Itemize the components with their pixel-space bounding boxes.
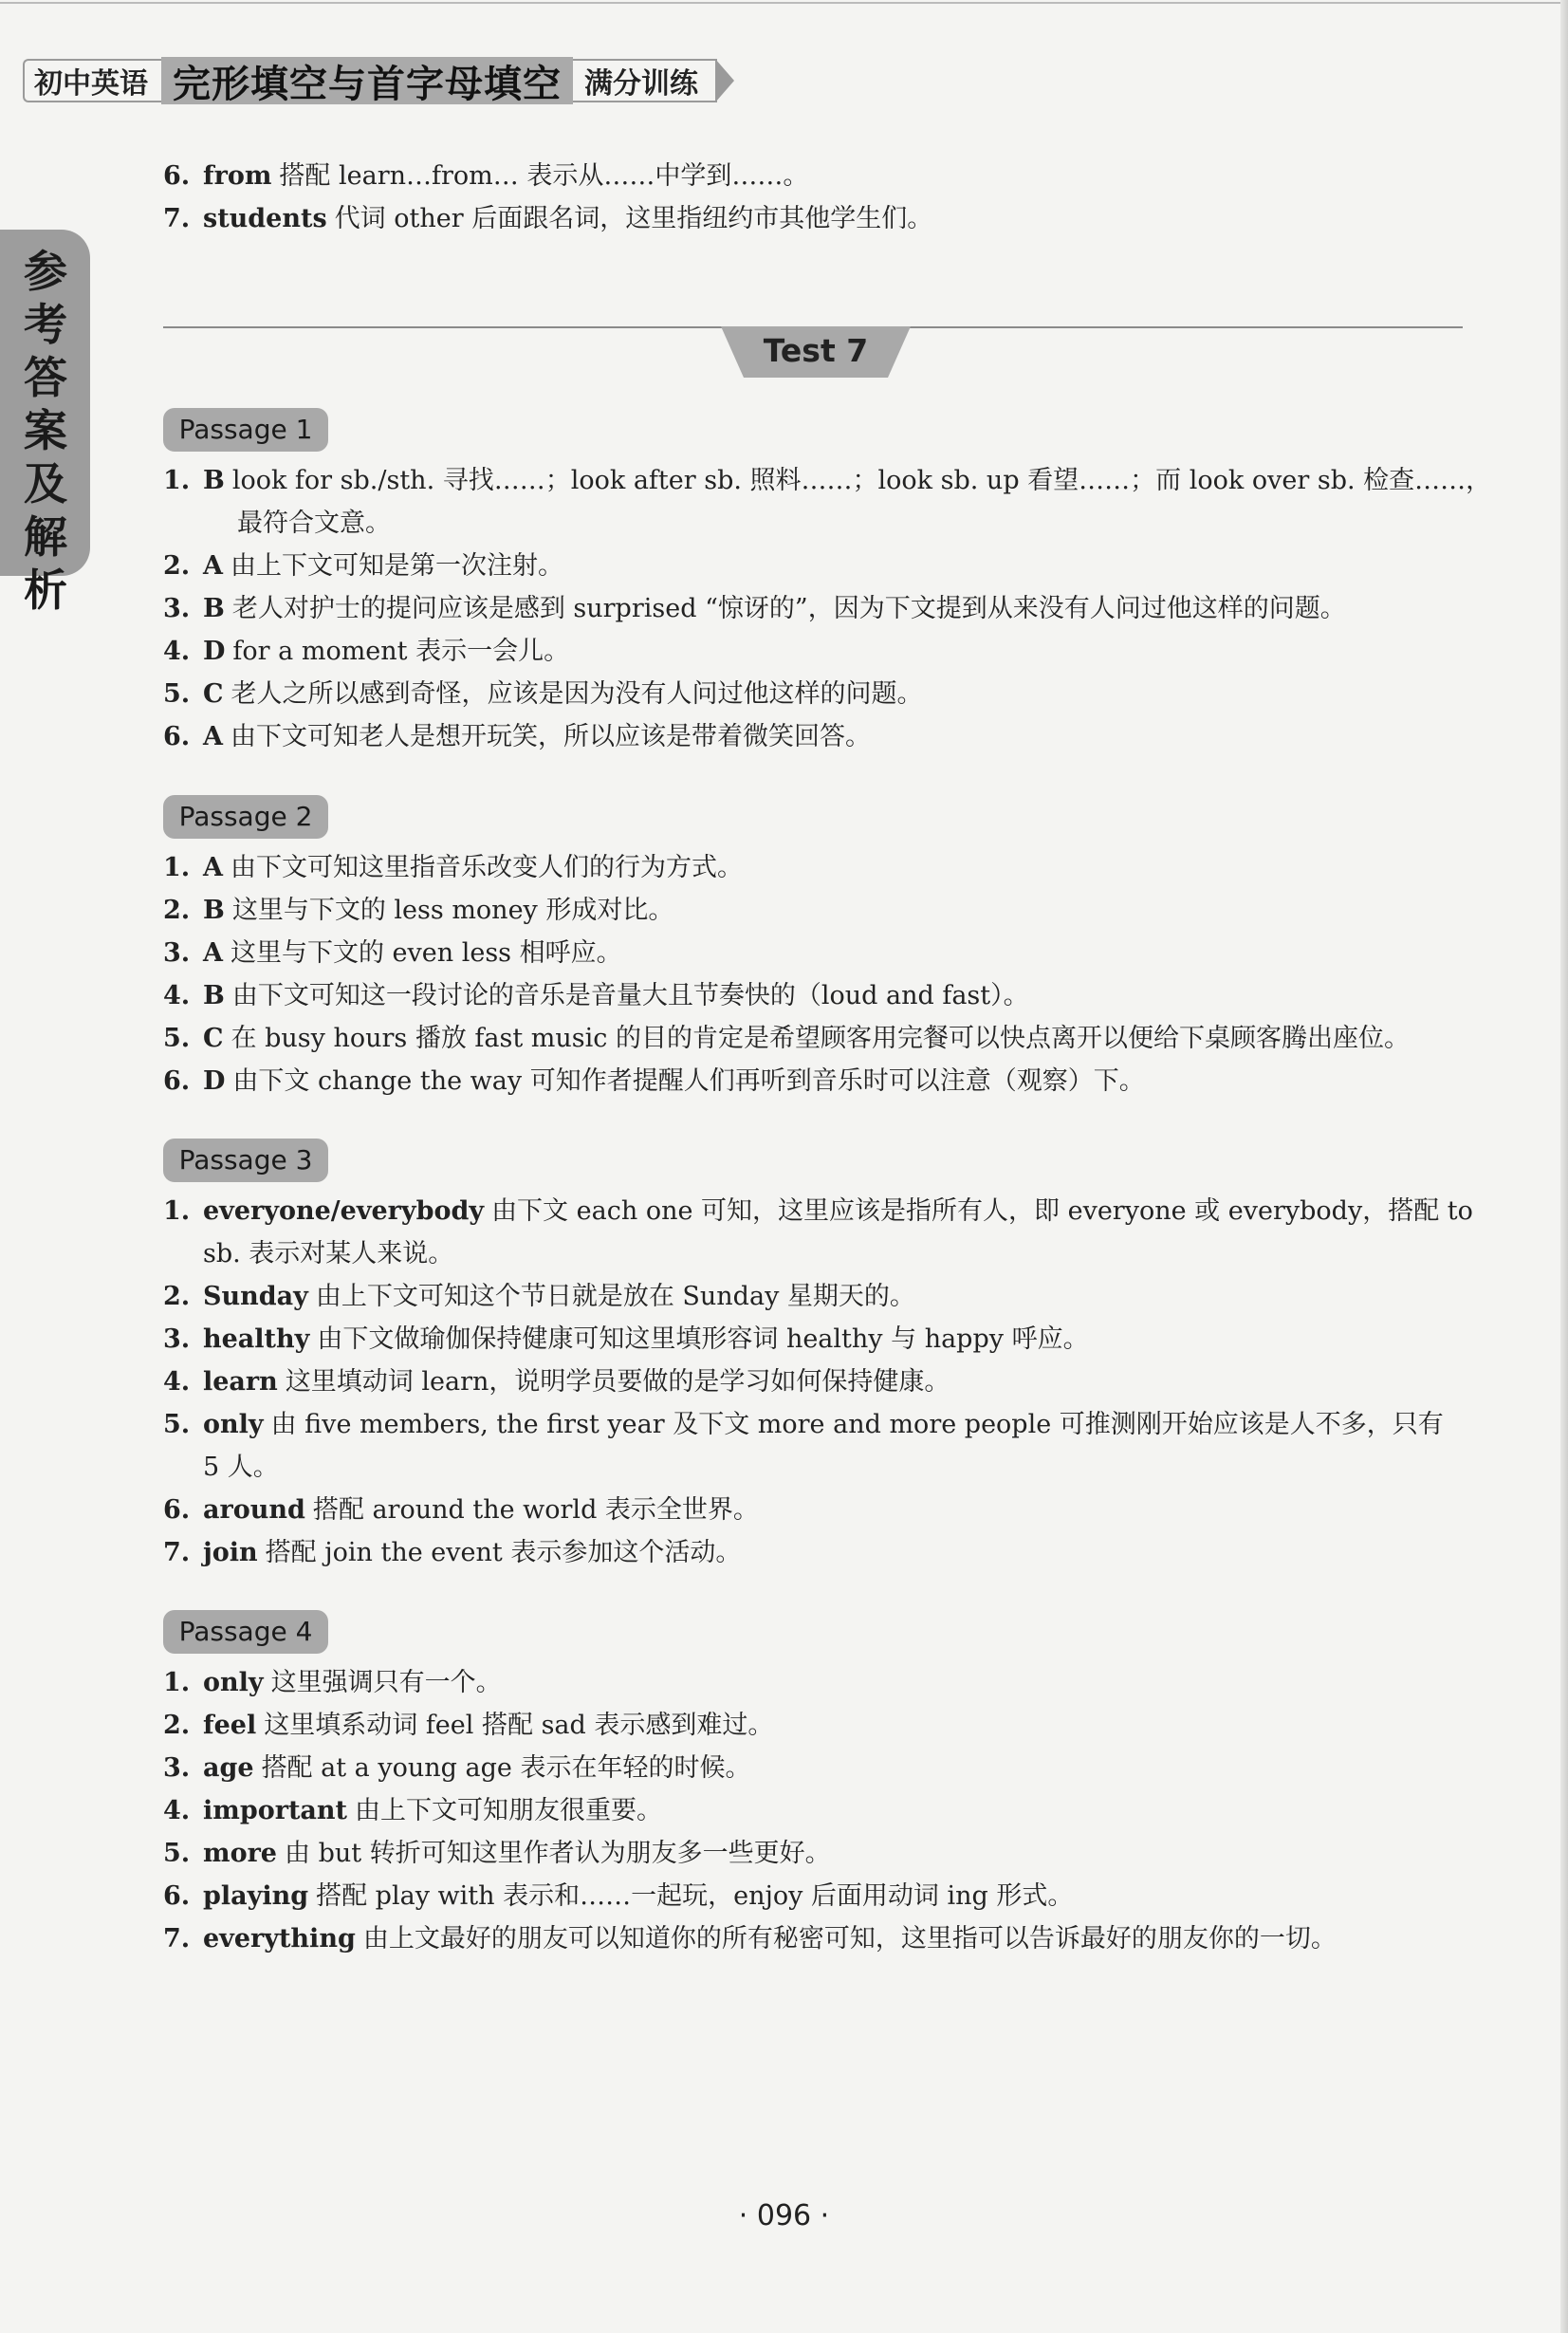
list-item: 4. B 由下文可知这一段讨论的音乐是音量大且节奏快的（loud and fast）。: [163, 981, 1029, 1010]
passage-label: Passage 3: [163, 1139, 328, 1182]
list-item: 1. B look for sb./sth. 寻找……；look after sb. 照料……；look sb. up 看望……；而 look over sb. 检查……，: [163, 466, 1492, 495]
running-header: [23, 55, 734, 106]
list-item: 2. B 这里与下文的 less money 形成对比。: [163, 896, 674, 925]
list-item: 3. B 老人对护士的提问应该是感到 surprised “惊讶的”，因为下文提到从来没有人问过他这样的问题。: [163, 594, 1346, 623]
list-item: 5. C 在 busy hours 播放 fast music 的目的肯定是希望顾客用完餐可以快点离开以便给下桌顾客腾出座位。: [163, 1024, 1410, 1053]
list-item: 1. everyone/everybody 由下文 each one 可知，这里应该是指所有人，即 everyone 或 everybody，搭配 to: [163, 1196, 1473, 1226]
list-item: 7. everything 由上文最好的朋友可以知道你的所有秘密可知，这里指可以告诉最好的朋友你的一切。: [163, 1924, 1337, 1953]
header-series: 满分训练: [573, 59, 717, 102]
list-item: 1. only 这里强调只有一个。: [163, 1668, 502, 1697]
list-item-continuation: 5 人。: [203, 1453, 279, 1482]
list-item: 3. healthy 由下文做瑜伽保持健康可知这里填形容词 healthy 与 happy 呼应。: [163, 1324, 1089, 1354]
list-item-continuation: sb. 表示对某人来说。: [203, 1239, 454, 1268]
list-item: 2. A 由上下文可知是第一次注射。: [163, 551, 563, 581]
passage-label: Passage 1: [163, 408, 328, 452]
list-item: 6. A 由下文可知老人是想开玩笑，所以应该是带着微笑回答。: [163, 722, 871, 751]
list-item: 4. learn 这里填动词 learn，说明学员要做的是学习如何保持健康。: [163, 1367, 950, 1397]
side-tab-label: 参考答案及解析: [24, 246, 67, 616]
list-item: 4. important 由上下文可知朋友很重要。: [163, 1796, 663, 1825]
list-item: 4. D for a moment 表示一会儿。: [163, 637, 570, 666]
list-item: 5. only 由 five members, the first year 及下文 more and more people 可推测刚开始应该是人不多，只有: [163, 1410, 1444, 1439]
page-number: · 096 ·: [738, 2199, 830, 2232]
list-item: 1. A 由下文可知这里指音乐改变人们的行为方式。: [163, 853, 743, 882]
passage-label: Passage 4: [163, 1610, 328, 1654]
header-subject: 初中英语: [23, 59, 161, 102]
test-title: Test 7: [763, 332, 869, 369]
top-rule: [0, 2, 1568, 4]
page-edge: [1560, 0, 1568, 2333]
list-item: 3. age 搭配 at a young age 表示在年轻的时候。: [163, 1753, 751, 1783]
list-item: 5. more 由 but 转折可知这里作者认为朋友多一些更好。: [163, 1839, 831, 1868]
list-item: 2. feel 这里填系动词 feel 搭配 sad 表示感到难过。: [163, 1711, 774, 1740]
list-item: 7. join 搭配 join the event 表示参加这个活动。: [163, 1538, 742, 1567]
header-arrow-icon: [715, 59, 734, 102]
list-item-continuation: 最符合文意。: [237, 509, 391, 538]
list-item: 6. D 由下文 change the way 可知作者提醒人们再听到音乐时可以注意（观察）下。: [163, 1066, 1145, 1096]
list-item: 6. around 搭配 around the world 表示全世界。: [163, 1495, 759, 1525]
header-book-title: 完形填空与首字母填空: [161, 57, 573, 104]
list-item: 6. from 搭配 learn…from… 表示从……中学到……。: [163, 161, 809, 191]
list-item: 6. playing 搭配 play with 表示和……一起玩，enjoy 后面用动词 ing 形式。: [163, 1881, 1074, 1911]
list-item: 3. A 这里与下文的 even less 相呼应。: [163, 938, 622, 968]
list-item: 7. students 代词 other 后面跟名词，这里指纽约市其他学生们。: [163, 204, 933, 233]
passage-label: Passage 2: [163, 795, 328, 839]
list-item: 2. Sunday 由上下文可知这个节日就是放在 Sunday 星期天的。: [163, 1282, 915, 1311]
list-item: 5. C 老人之所以感到奇怪，应该是因为没有人问过他这样的问题。: [163, 679, 923, 709]
